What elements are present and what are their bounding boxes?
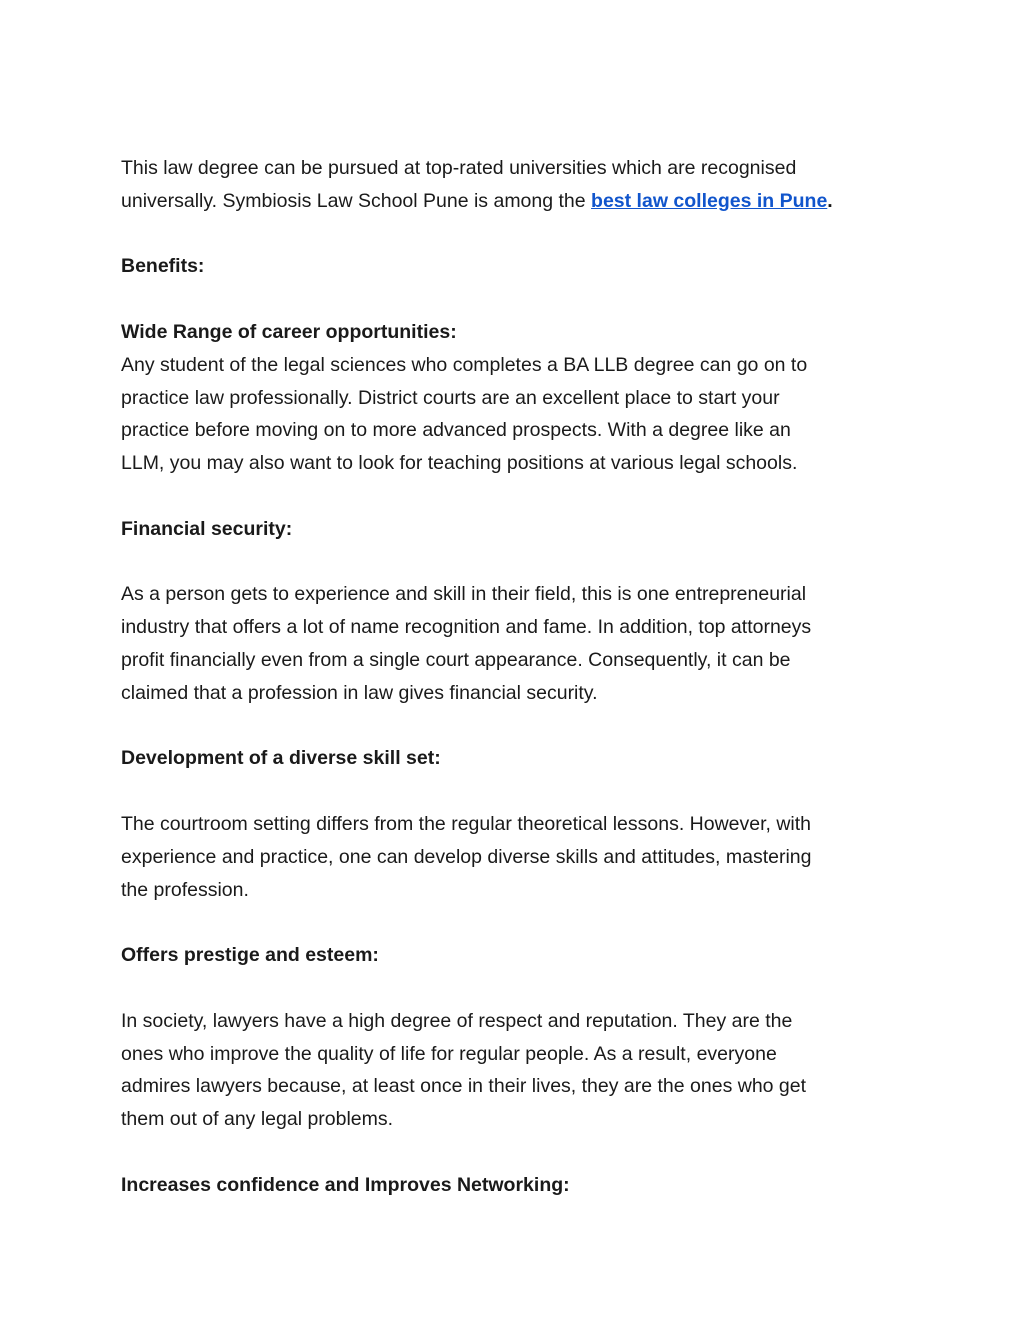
section-prestige-line: admires lawyers because, at least once in their lives, they are the ones who get — [121, 1075, 807, 1098]
section-heading-career: Wide Range of career opportunities: — [121, 320, 457, 343]
section-financial-line: industry that offers a lot of name recognition and fame. In addition, top attorneys — [121, 616, 812, 639]
section-prestige-line: them out of any legal problems. — [121, 1108, 394, 1131]
benefits-heading: Benefits: — [121, 255, 205, 278]
section-financial-line: claimed that a profession in law gives financial security. — [121, 681, 598, 704]
section-financial-line: As a person gets to experience and skill in their field, this is one entrepreneurial — [121, 583, 807, 606]
section-financial-line: profit financially even from a single court appearance. Consequently, it can be — [121, 648, 791, 671]
document-page — [121, 152, 921, 1202]
intro-line-2 — [121, 185, 921, 218]
section-prestige-line: In society, lawyers have a high degree of respect and reputation. They are the — [121, 1009, 793, 1032]
intro-line-1: This law degree can be pursued at top-rated universities which are recognised — [121, 157, 797, 179]
section-career-line: practice law professionally. District courts are an excellent place to start your — [121, 386, 780, 409]
intro-period: . — [827, 189, 833, 212]
section-heading-networking: Increases confidence and Improves Networking: — [121, 1173, 570, 1196]
section-heading-prestige: Offers prestige and esteem: — [121, 944, 379, 967]
section-skills-line: the profession. — [121, 878, 249, 901]
section-career-line: LLM, you may also want to look for teaching positions at various legal schools. — [121, 452, 798, 475]
section-skills-line: experience and practice, one can develop diverse skills and attitudes, mastering — [121, 845, 812, 868]
section-skills-line: The courtroom setting differs from the regular theoretical lessons. However, with — [121, 812, 812, 835]
section-career-line: Any student of the legal sciences who completes a BA LLB degree can go on to — [121, 353, 808, 376]
intro-line-2-text: universally. Symbiosis Law School Pune is among the — [121, 189, 592, 212]
section-career-line: practice before moving on to more advanced prospects. With a degree like an — [121, 419, 791, 442]
section-heading-skills: Development of a diverse skill set: — [121, 747, 441, 770]
best-law-colleges-link[interactable]: best law colleges in Pune — [591, 189, 828, 212]
section-heading-financial: Financial security: — [121, 517, 293, 540]
section-prestige-line: ones who improve the quality of life for regular people. As a result, everyone — [121, 1042, 777, 1065]
